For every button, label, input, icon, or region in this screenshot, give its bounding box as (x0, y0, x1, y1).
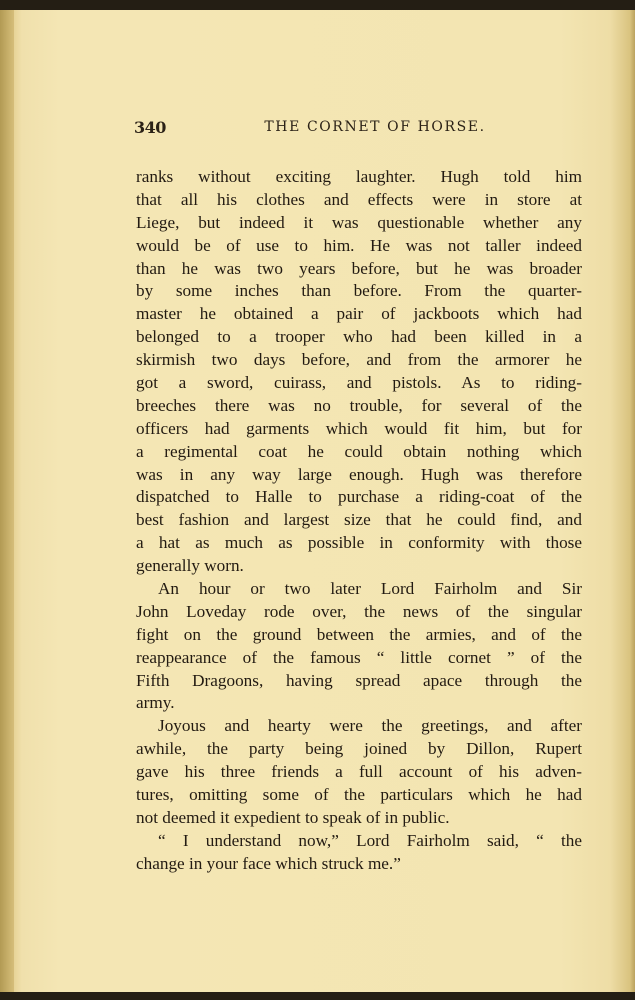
text-line: change in your face which struck me.” (136, 853, 401, 873)
text-line: Joyous and hearty were the greetings, and after (158, 716, 582, 736)
text-line: that all his clothes and effects were in store at (136, 189, 582, 209)
text-line: gave his three friends a full account of his adven- (136, 762, 582, 782)
body-text (136, 166, 582, 876)
text-line: reappearance of the famous “ little cornet ” of the (136, 647, 582, 667)
text-line: skirmish two days before, and from the armorer he (136, 350, 582, 370)
text-line: than he was two years before, but he was broader (136, 258, 582, 278)
text-line: “ I understand now,” Lord Fairholm said, “ the (158, 830, 582, 850)
text-line: generally worn. (136, 556, 244, 576)
page-gutter-shadow (0, 10, 14, 992)
text-line: breeches there was no trouble, for several of the (136, 395, 582, 415)
text-line: would be of use to him. He was not taller indeed (136, 235, 582, 255)
text-line: officers had garments which would fit him, but for (136, 418, 582, 438)
running-head (134, 118, 582, 144)
text-line: by some inches than before. From the quarter- (136, 281, 582, 301)
text-line: awhile, the party being joined by Dillon, Rupert (136, 739, 582, 759)
text-line: was in any way large enough. Hugh was therefore (136, 464, 582, 484)
text-line: master he obtained a pair of jackboots which had (136, 304, 582, 324)
running-title: THE CORNET OF HORSE. (264, 119, 486, 135)
text-line: a regimental coat he could obtain nothing which (136, 441, 582, 461)
text-line: a hat as much as possible in conformity with those (136, 533, 582, 553)
text-line: army. (136, 693, 175, 713)
text-line: Liege, but indeed it was questionable whether any (136, 212, 582, 232)
text-line: tures, omitting some of the particulars which he had (136, 785, 582, 805)
text-line: not deemed it expedient to speak of in public. (136, 807, 450, 827)
text-line: dispatched to Halle to purchase a riding-coat of the (136, 487, 582, 507)
text-line: best fashion and largest size that he could find, and (136, 510, 582, 530)
text-line: Fifth Dragoons, having spread apace through the (136, 670, 582, 690)
text-line: belonged to a trooper who had been killed in a (136, 327, 582, 347)
text-line: ranks without exciting laughter. Hugh told him (136, 167, 582, 186)
text-line: John Loveday rode over, the news of the singular (136, 601, 582, 621)
text-line: got a sword, cuirass, and pistols. As to riding- (136, 373, 582, 393)
text-line: fight on the ground between the armies, and of the (136, 624, 582, 644)
text-line: An hour or two later Lord Fairholm and Sir (158, 579, 582, 599)
page-number: 340 (134, 118, 166, 137)
